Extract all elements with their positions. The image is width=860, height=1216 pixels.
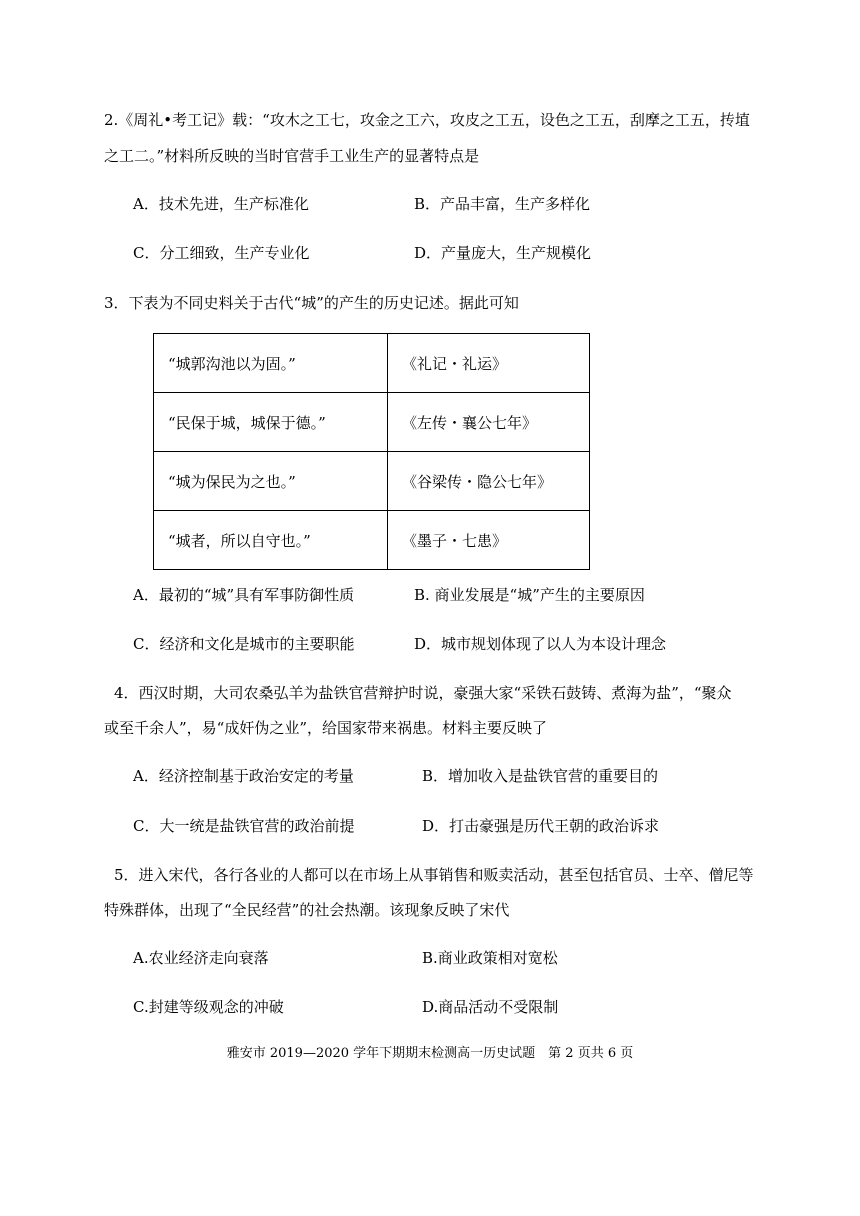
q4-option-a: A．经济控制基于政治安定的考量 (133, 767, 354, 785)
table-row (154, 334, 590, 393)
table-row (154, 393, 590, 452)
q2-option-a: A．技术先进，生产标准化 (133, 195, 309, 213)
q2-stem-line-2: 之工二。”材料所反映的当时官营手工业生产的显著特点是 (104, 147, 480, 165)
q5-stem-line-2: 特殊群体，出现了“全民经营”的社会热潮。该现象反映了宋代 (104, 901, 510, 919)
table-cell-source: 《谷梁传・隐公七年》 (388, 452, 590, 511)
q2-option-d: D．产量庞大，生产规模化 (414, 244, 592, 262)
table-cell-quote: “城者，所以自守也。” (154, 511, 388, 570)
q4-option-d: D．打击豪强是历代王朝的政治诉求 (422, 817, 660, 835)
q2-option-c: C．分工细致，生产专业化 (133, 244, 310, 262)
q5-option-d: D.商品活动不受限制 (422, 998, 559, 1016)
q3-option-d: D．城市规划体现了以人为本设计理念 (414, 635, 667, 653)
q5-option-a: A.农业经济走向衰落 (133, 949, 269, 967)
q5-stem-line-1: 5．进入宋代，各行各业的人都可以在市场上从事销售和贩卖活动，甚至包括官员、士卒、僧尼等 (114, 866, 754, 884)
q4-stem-line-2: 或至千余人”，易“成奸伪之业”，给国家带来祸患。材料主要反映了 (104, 719, 548, 737)
q2-option-b: B．产品丰富，生产多样化 (414, 195, 591, 213)
page-footer: 雅安市 2019—2020 学年下期期末检测高一历史试题 第 2 页共 6 页 (226, 1046, 634, 1061)
q2-stem-line-1: 2.《周礼•考工记》载：“攻木之工七，攻金之工六，攻皮之工五，设色之工五，刮摩之工五，抟埴 (104, 111, 750, 129)
q4-option-c: C．大一统是盐铁官营的政治前提 (133, 817, 355, 835)
table-row (154, 452, 590, 511)
table-cell-source: 《左传・襄公七年》 (388, 393, 590, 452)
q3-source-table (153, 333, 590, 570)
q4-option-b: B．增加收入是盐铁官营的重要目的 (422, 767, 659, 785)
table-cell-quote: “城为保民为之也。” (154, 452, 388, 511)
table-row (154, 511, 590, 570)
q5-option-b: B.商业政策相对宽松 (422, 949, 558, 967)
q5-option-c: C.封建等级观念的冲破 (133, 998, 284, 1016)
table-cell-source: 《礼记・礼运》 (388, 334, 590, 393)
q3-stem-line-1: 3．下表为不同史料关于古代“城”的产生的历史记述。据此可知 (104, 294, 519, 312)
q3-option-b: B. 商业发展是“城”产生的主要原因 (414, 586, 645, 604)
table-cell-quote: “城郭沟池以为固。” (154, 334, 388, 393)
table-cell-quote: “民保于城，城保于德。” (154, 393, 388, 452)
q3-option-a: A．最初的“城”具有军事防御性质 (133, 586, 355, 604)
table-cell-source: 《墨子・七患》 (388, 511, 590, 570)
q3-option-c: C．经济和文化是城市的主要职能 (133, 635, 355, 653)
q4-stem-line-1: 4．西汉时期，大司农桑弘羊为盐铁官营辩护时说，豪强大家“采铁石鼓铸、煮海为盐”，“聚众 (114, 684, 732, 702)
